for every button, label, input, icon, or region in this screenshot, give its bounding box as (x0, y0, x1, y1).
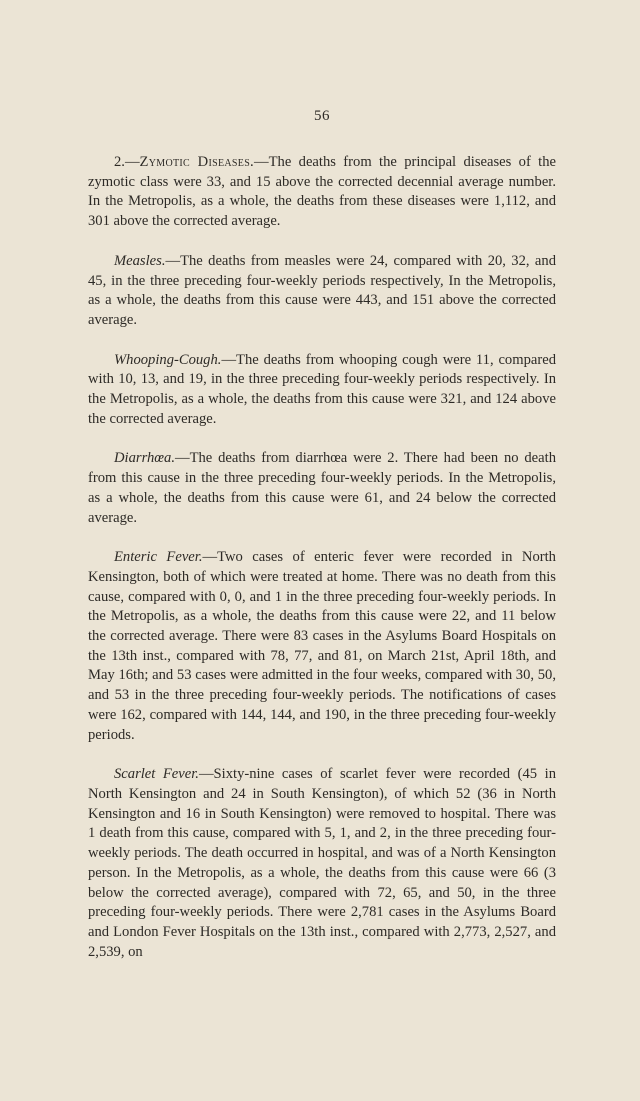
paragraph-zymotic-diseases (88, 153, 556, 232)
paragraph-text: —Sixty-nine cases of scarlet fever were recorded (45 in North Kensington and 24 in South Kensington), of which 52 (36 in North Kensington and 16 in South Kensington) were removed to hospital. There was 1 death from this cause, compared with 5, 1, and 2, in the three preceding four-weekly periods. The death occurred in hospital, and was of a North Kensington person. In the Metropolis, as a whole, the deaths from this cause were 66 (3 below the corrected average), compared with 72, 65, and 50, in the three preceding four-weekly periods. There were 2,781 cases in the Asylums Board and London Fever Hospitals on the 13th inst., compared with 2,773, 2,527, and 2,539, on (88, 766, 556, 960)
section-heading: Scarlet Fever. (114, 766, 199, 783)
paragraph-diarrhoea (88, 449, 556, 528)
paragraph-scarlet-fever (88, 765, 556, 962)
section-heading: Measles. (114, 252, 166, 269)
section-heading: Enteric Fever. (114, 549, 203, 566)
section-heading: Diarrhœa. (114, 450, 175, 467)
paragraph-text: —The deaths from measles were 24, compared with 20, 32, and 45, in the three preceding four-weekly periods respectively, In the Metropolis, as a whole, the deaths from this cause were 443, and 151 above the corrected average. (88, 252, 556, 328)
paragraph-whooping-cough (88, 351, 556, 430)
section-number: 2.— (114, 154, 140, 170)
paragraph-text: —The deaths from the principal diseases of the zymotic class were 33, and 15 above the corrected decennial average number. In the Metropolis, as a whole, the deaths from these diseases were 1,112, and 301 above the corrected average. (88, 154, 556, 230)
paragraph-text: —The deaths from whooping cough were 11, compared with 10, 13, and 19, in the three preceding four-weekly periods respectively. In the Metropolis, as a whole, the deaths from this cause were 321, and 124 above the corrected average. (88, 351, 556, 427)
paragraph-text: —Two cases of enteric fever were recorded in North Kensington, both of which were treated at home. There was no death from this cause, compared with 0, 0, and 1 in the three preceding four-weekly periods. In the Metropolis, as a whole, the deaths from this cause were 22, and 11 below the corrected average. There were 83 cases in the Asylums Board Hospitals on the 13th inst., compared with 78, 77, and 81, on March 21st, April 18th, and May 16th; and 53 cases were admitted in the four weeks, compared with 30, 50, and 53 in the three preceding four-weekly periods. The notifications of cases were 162, compared with 144, 144, and 190, in the three preceding four-weekly periods. (88, 549, 556, 743)
section-heading: Whooping-Cough. (114, 351, 222, 368)
paragraph-enteric-fever (88, 548, 556, 745)
section-heading: Zymotic Diseases. (139, 154, 255, 170)
page-number: 56 (314, 108, 330, 124)
document-page (88, 108, 556, 982)
paragraph-measles (88, 252, 556, 331)
paragraph-text: —The deaths from diarrhœa were 2. There had been no death from this cause in the three preceding four-weekly periods. In the Metropolis, as a whole, the deaths from this cause were 61, and 24 below the corrected average. (88, 450, 556, 526)
